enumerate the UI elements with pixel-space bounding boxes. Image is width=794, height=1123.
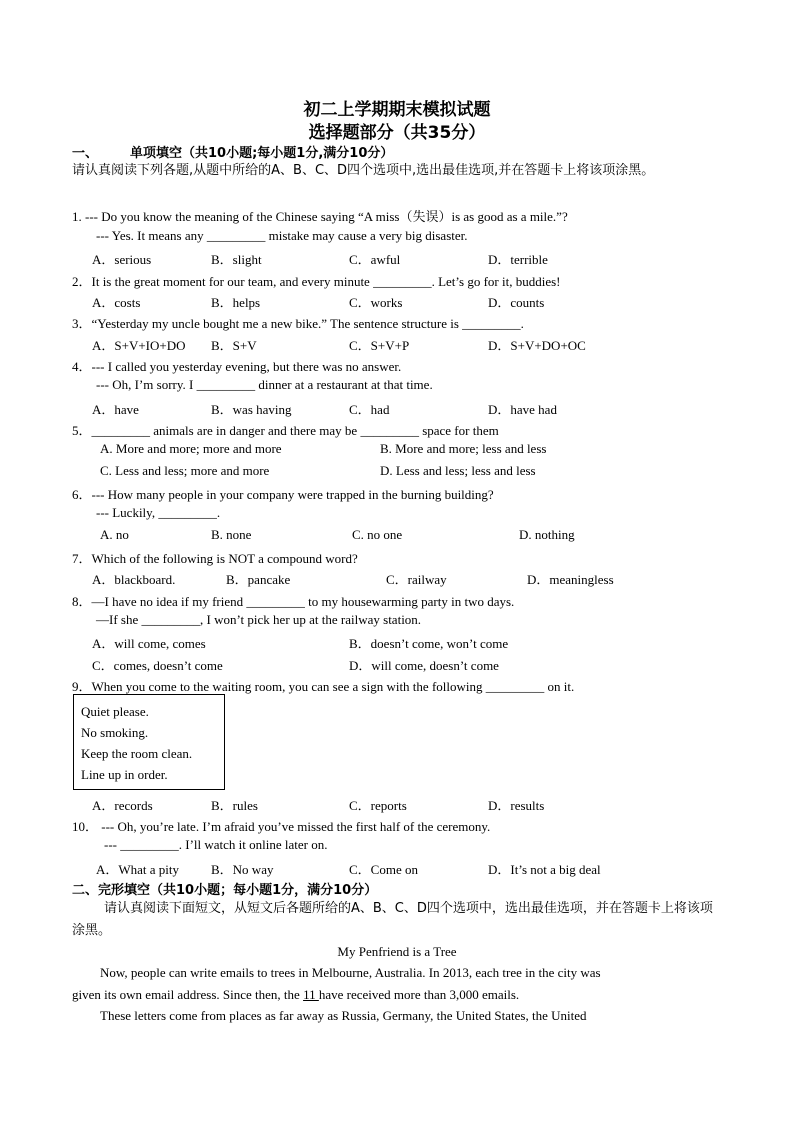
section1-instruction: 请认真阅读下列各题,从题中所给的A、B、C、D四个选项中,选出最佳选项,并在答题卡上将该项涂黑。 bbox=[72, 163, 655, 178]
question-10-line-2: --- _________. I’ll watch it online later on. bbox=[104, 837, 328, 852]
question-7-option-a: A．blackboard. bbox=[92, 572, 176, 587]
section2-heading: 二、完形填空（共10小题；每小题1分，满分10分） bbox=[72, 883, 378, 898]
question-3-line-1: 3．“Yesterday my uncle bought me a new bike.” The sentence structure is _________. bbox=[72, 316, 524, 331]
question-1-option-a: A．serious bbox=[92, 252, 152, 267]
passage-line: These letters come from places as far away as Russia, Germany, the United States, the United bbox=[100, 1008, 587, 1023]
question-7-option-b: B．pancake bbox=[226, 572, 291, 587]
question-8-option-b: B．doesn’t come, won’t come bbox=[349, 636, 509, 651]
question-10-line-1: 10． --- Oh, you’re late. I’m afraid you’ve missed the first half of the ceremony. bbox=[72, 819, 491, 834]
question-6-option-c: C. no one bbox=[352, 527, 403, 542]
question-1-line-2: --- Yes. It means any _________ mistake may cause a very big disaster. bbox=[96, 228, 468, 243]
question-10-option-c: C．Come on bbox=[349, 862, 418, 877]
section1-label: 单项填空（共10小题;每小题1分,满分10分） bbox=[130, 146, 394, 161]
question-3-option-d: D．S+V+DO+OC bbox=[488, 338, 586, 353]
question-9-option-c: C．reports bbox=[349, 798, 407, 813]
question-1-option-c: C．awful bbox=[349, 252, 401, 267]
question-3-option-b: B．S+V bbox=[211, 338, 257, 353]
question-6-option-d: D. nothing bbox=[519, 527, 575, 542]
question-2-option-a: A．costs bbox=[92, 295, 141, 310]
question-7-option-c: C．railway bbox=[386, 572, 447, 587]
question-6-line-1: 6．--- How many people in your company were trapped in the burning building? bbox=[72, 487, 494, 502]
passage-line bbox=[72, 987, 519, 1003]
question-7-option-d: D．meaningless bbox=[527, 572, 614, 587]
question-3-option-a: A．S+V+IO+DO bbox=[92, 338, 186, 353]
question-6-option-a: A. no bbox=[100, 527, 129, 542]
question-3-option-c: C．S+V+P bbox=[349, 338, 410, 353]
passage-text: given its own email address. Since then, the bbox=[72, 987, 304, 1002]
question-10-option-d: D．It’s not a big deal bbox=[488, 862, 601, 877]
passage-line: Now, people can write emails to trees in Melbourne, Australia. In 2013, each tree in the city was bbox=[100, 965, 601, 980]
question-7-line-1: 7．Which of the following is NOT a compound word? bbox=[72, 551, 358, 566]
question-4-line-1: 4．--- I called you yesterday evening, but there was no answer. bbox=[72, 359, 402, 374]
section2-instruction: 请认真阅读下面短文，从短文后各题所给的A、B、C、D四个选项中，选出最佳选项，并在答题卡上将该项涂黑。 bbox=[72, 901, 713, 938]
question-5-option-b: B. More and more; less and less bbox=[380, 441, 547, 456]
section1-number: 一、 bbox=[72, 146, 99, 161]
question-4-option-a: A．have bbox=[92, 402, 139, 417]
question-1-line-1: 1. --- Do you know the meaning of the Chinese saying “A miss（失误）is as good as a mile.”? bbox=[72, 209, 568, 224]
question-10-option-b: B．No way bbox=[211, 862, 274, 877]
question-8-option-c: C．comes, doesn’t come bbox=[92, 658, 223, 673]
question-9-line-1: 9．When you come to the waiting room, you can see a sign with the following _________ on it. bbox=[72, 679, 575, 694]
question-9-option-b: B．rules bbox=[211, 798, 258, 813]
question-2-option-c: C．works bbox=[349, 295, 403, 310]
question-10-option-a: A．What a pity bbox=[96, 862, 180, 877]
question-4-option-b: B．was having bbox=[211, 402, 292, 417]
question-8-line-1: 8．—I have no idea if my friend _________ to my housewarming party in two days. bbox=[72, 594, 515, 609]
question-4-line-2: --- Oh, I’m sorry. I _________ dinner at a restaurant at that time. bbox=[96, 377, 433, 392]
sign-box bbox=[73, 694, 225, 790]
page-subtitle: 选择题部分（共35分） bbox=[308, 123, 486, 143]
sign-line: No smoking. bbox=[81, 725, 149, 740]
question-9-option-d: D．results bbox=[488, 798, 545, 813]
question-1-option-d: D．terrible bbox=[488, 252, 548, 267]
passage-text: have received more than 3,000 emails. bbox=[318, 987, 520, 1002]
question-4-option-c: C．had bbox=[349, 402, 390, 417]
question-2-option-d: D．counts bbox=[488, 295, 545, 310]
sign-line: Keep the room clean. bbox=[81, 746, 193, 761]
question-4-option-d: D．have had bbox=[488, 402, 557, 417]
passage-title: My Penfriend is a Tree bbox=[337, 944, 457, 959]
sign-line: Line up in order. bbox=[81, 767, 168, 782]
question-8-option-a: A．will come, comes bbox=[92, 636, 206, 651]
question-8-line-2: —If she _________, I won’t pick her up at the railway station. bbox=[96, 612, 422, 627]
question-5-line-1: 5．_________ animals are in danger and there may be _________ space for them bbox=[72, 423, 499, 438]
question-5-option-d: D. Less and less; less and less bbox=[380, 463, 536, 478]
question-5-option-c: C. Less and less; more and more bbox=[100, 463, 270, 478]
question-9-option-a: A．records bbox=[92, 798, 153, 813]
question-1-option-b: B．slight bbox=[211, 252, 262, 267]
question-5-option-a: A. More and more; more and more bbox=[100, 441, 282, 456]
question-6-line-2: --- Luckily, _________. bbox=[96, 505, 221, 520]
section1-heading bbox=[72, 142, 394, 161]
blank-11: 11 bbox=[303, 987, 319, 1002]
question-2-line-1: 2．It is the great moment for our team, and every minute _________. Let’s go for it, buddies! bbox=[72, 274, 561, 289]
question-8-option-d: D．will come, doesn’t come bbox=[349, 658, 499, 673]
question-2-option-b: B．helps bbox=[211, 295, 261, 310]
sign-line: Quiet please. bbox=[81, 704, 149, 719]
question-6-option-b: B. none bbox=[211, 527, 252, 542]
page-title: 初二上学期期末模拟试题 bbox=[303, 100, 491, 120]
